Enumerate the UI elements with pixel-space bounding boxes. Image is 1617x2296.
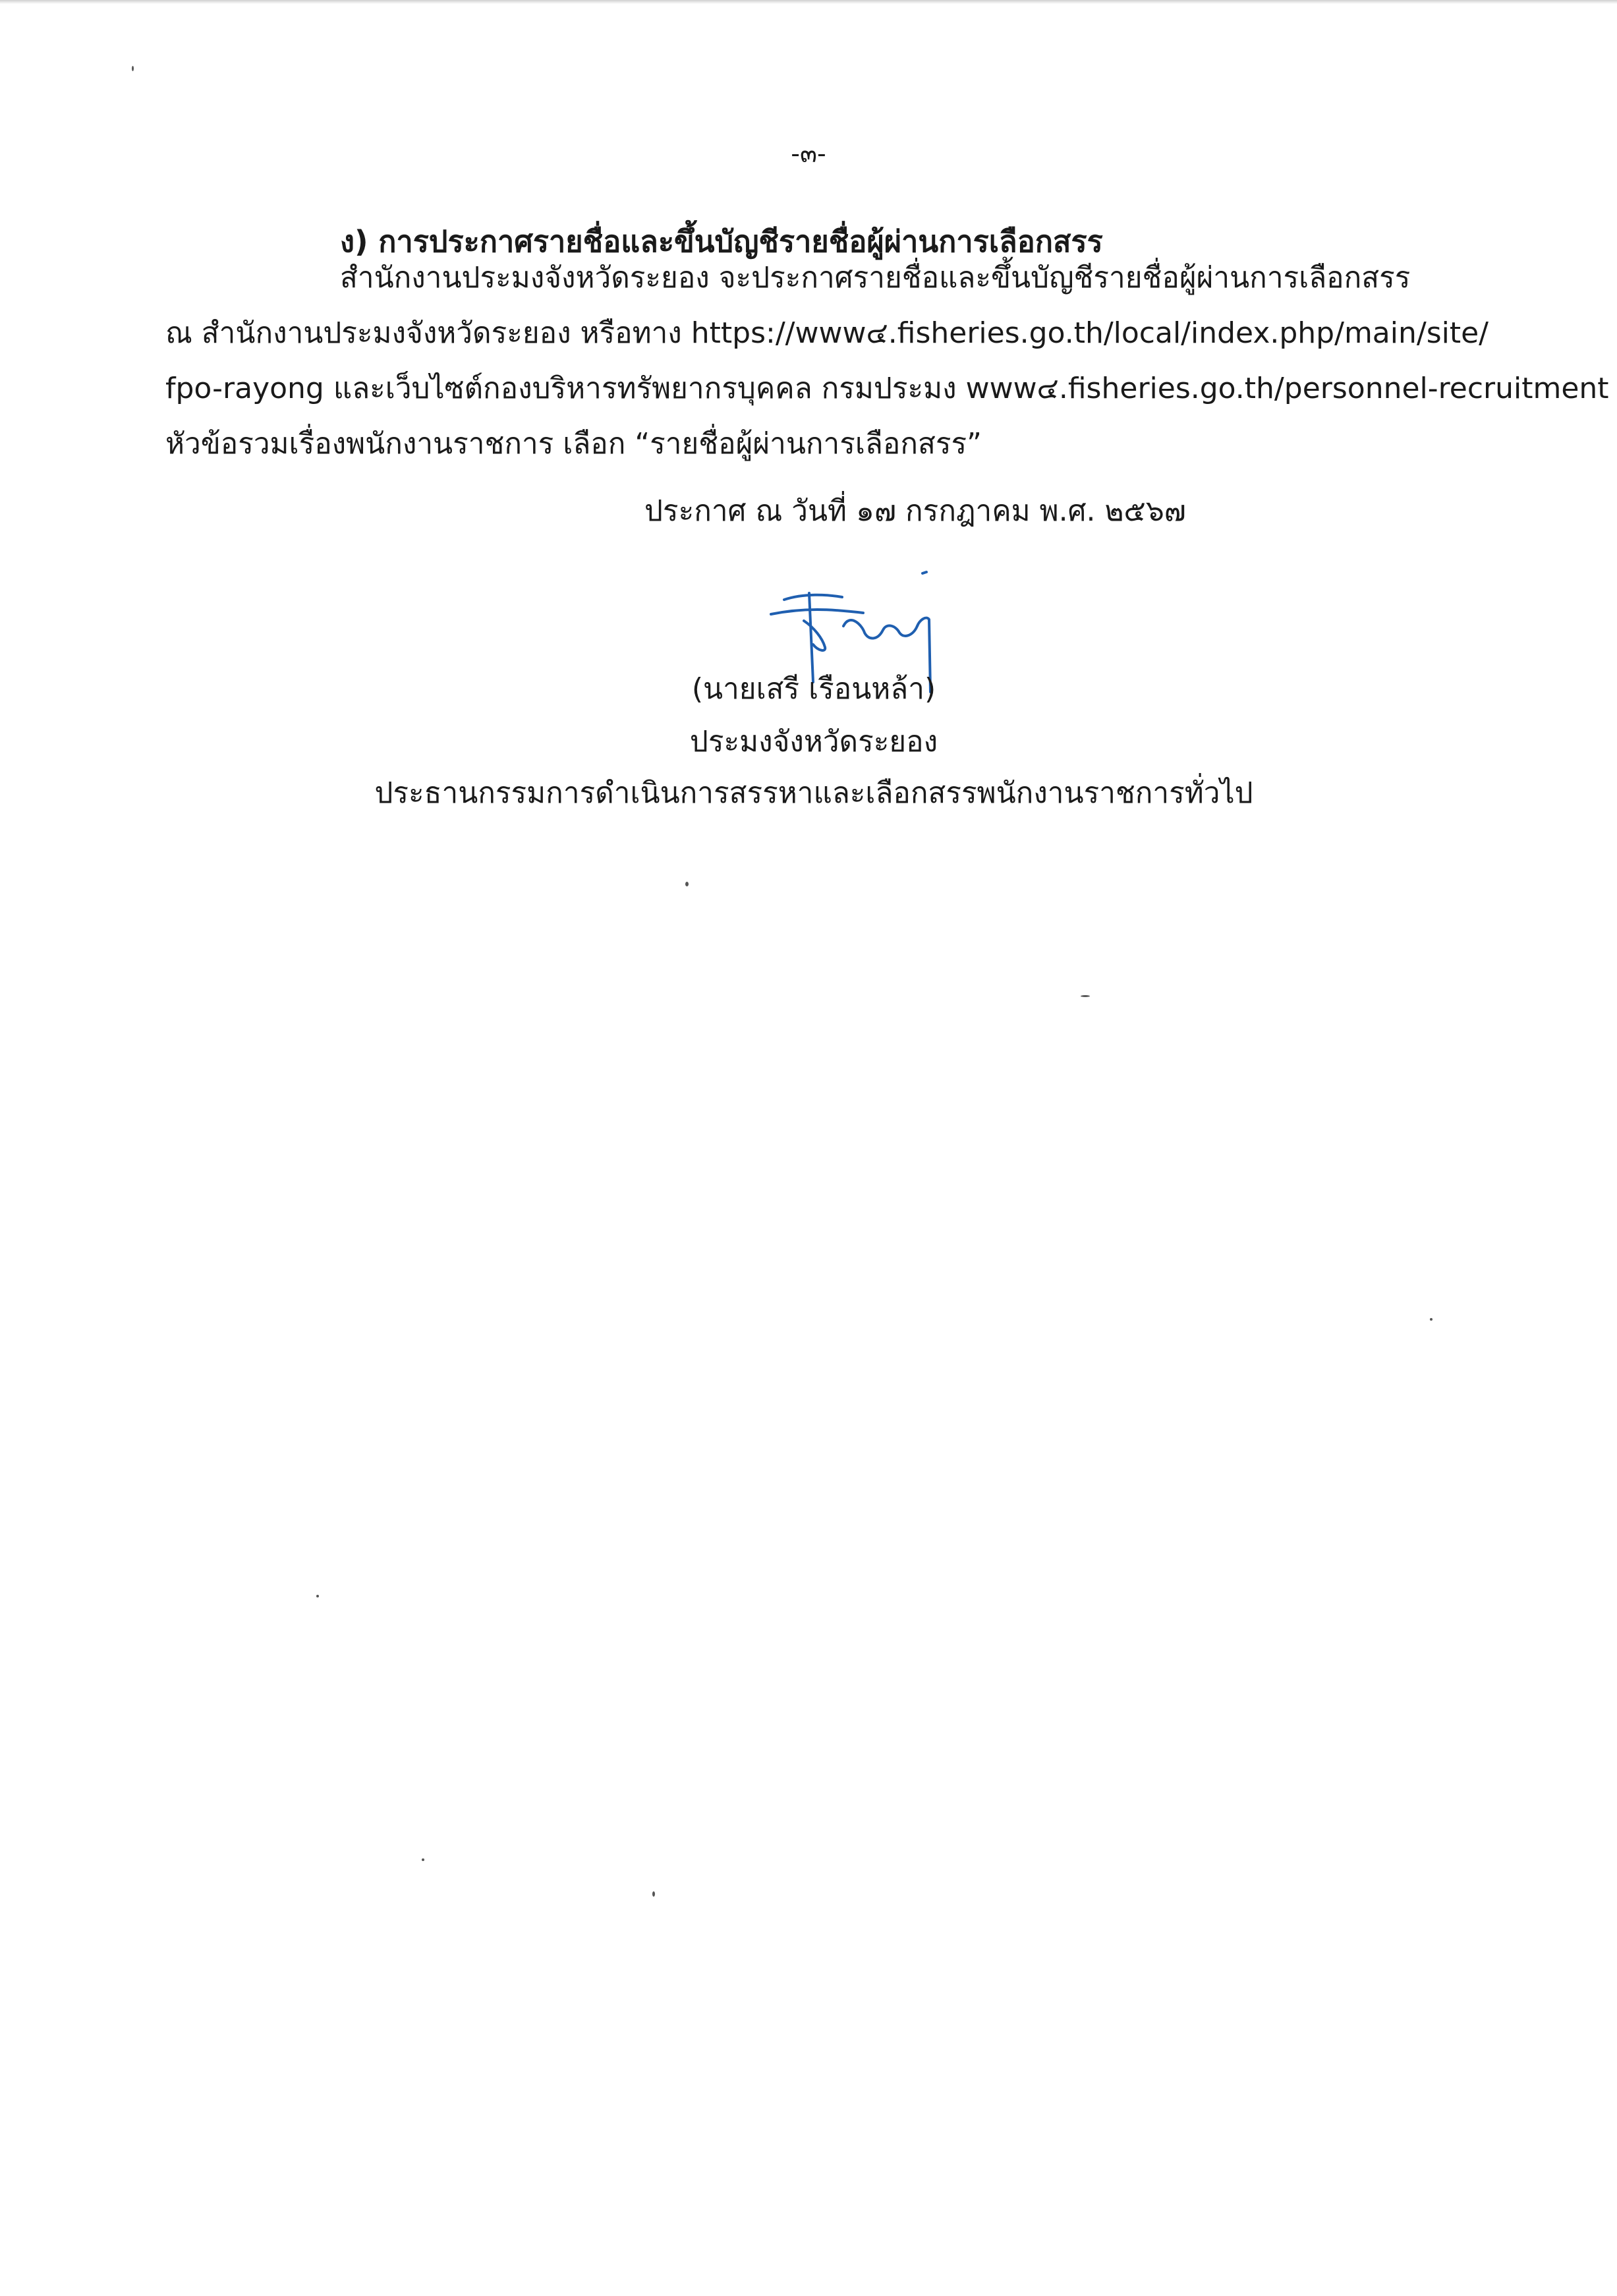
announcement-date: ประกาศ ณ วันที่ ๑๗ กรกฎาคม พ.ศ. ๒๕๖๗ bbox=[644, 494, 1186, 528]
scan-speck bbox=[422, 1858, 424, 1861]
body-line-4: หัวข้อรวมเรื่องพนักงานราชการ เลือก “รายชื่อผู้ผ่านการเลือกสรร” bbox=[165, 427, 982, 461]
scan-speck bbox=[652, 1891, 655, 1897]
scan-speck bbox=[1081, 995, 1090, 997]
scan-speck bbox=[685, 882, 689, 886]
signatory-position: ประมงจังหวัดระยอง bbox=[689, 725, 938, 759]
page-number: -๓- bbox=[791, 139, 826, 168]
scan-top-edge bbox=[0, 0, 1617, 4]
scan-speck bbox=[1430, 1318, 1433, 1321]
section-heading: ง) การประกาศรายชื่อและขึ้นบัญชีรายชื่อผู้ผ่านการเลือกสรร bbox=[340, 224, 1103, 259]
scan-speck bbox=[132, 66, 134, 71]
body-line-3: fpo-rayong และเว็บไซต์กองบริหารทรัพยากรบุคคล กรมประมง www๔.fisheries.go.th/personnel-recruitment bbox=[165, 372, 1609, 405]
signatory-name: (นายเสรี เรือนหล้า) bbox=[691, 672, 936, 706]
body-line-1: สำนักงานประมงจังหวัดระยอง จะประกาศรายชื่อและขึ้นบัญชีรายชื่อผู้ผ่านการเลือกสรร bbox=[340, 261, 1411, 295]
body-line-2: ณ สำนักงานประมงจังหวัดระยอง หรือทาง https://www๔.fisheries.go.th/local/index.php/main/site/ bbox=[165, 316, 1489, 350]
scan-speck bbox=[316, 1595, 319, 1597]
signatory-role: ประธานกรรมการดำเนินการสรรหาและเลือกสรรพนักงานราชการทั่วไป bbox=[374, 776, 1253, 810]
